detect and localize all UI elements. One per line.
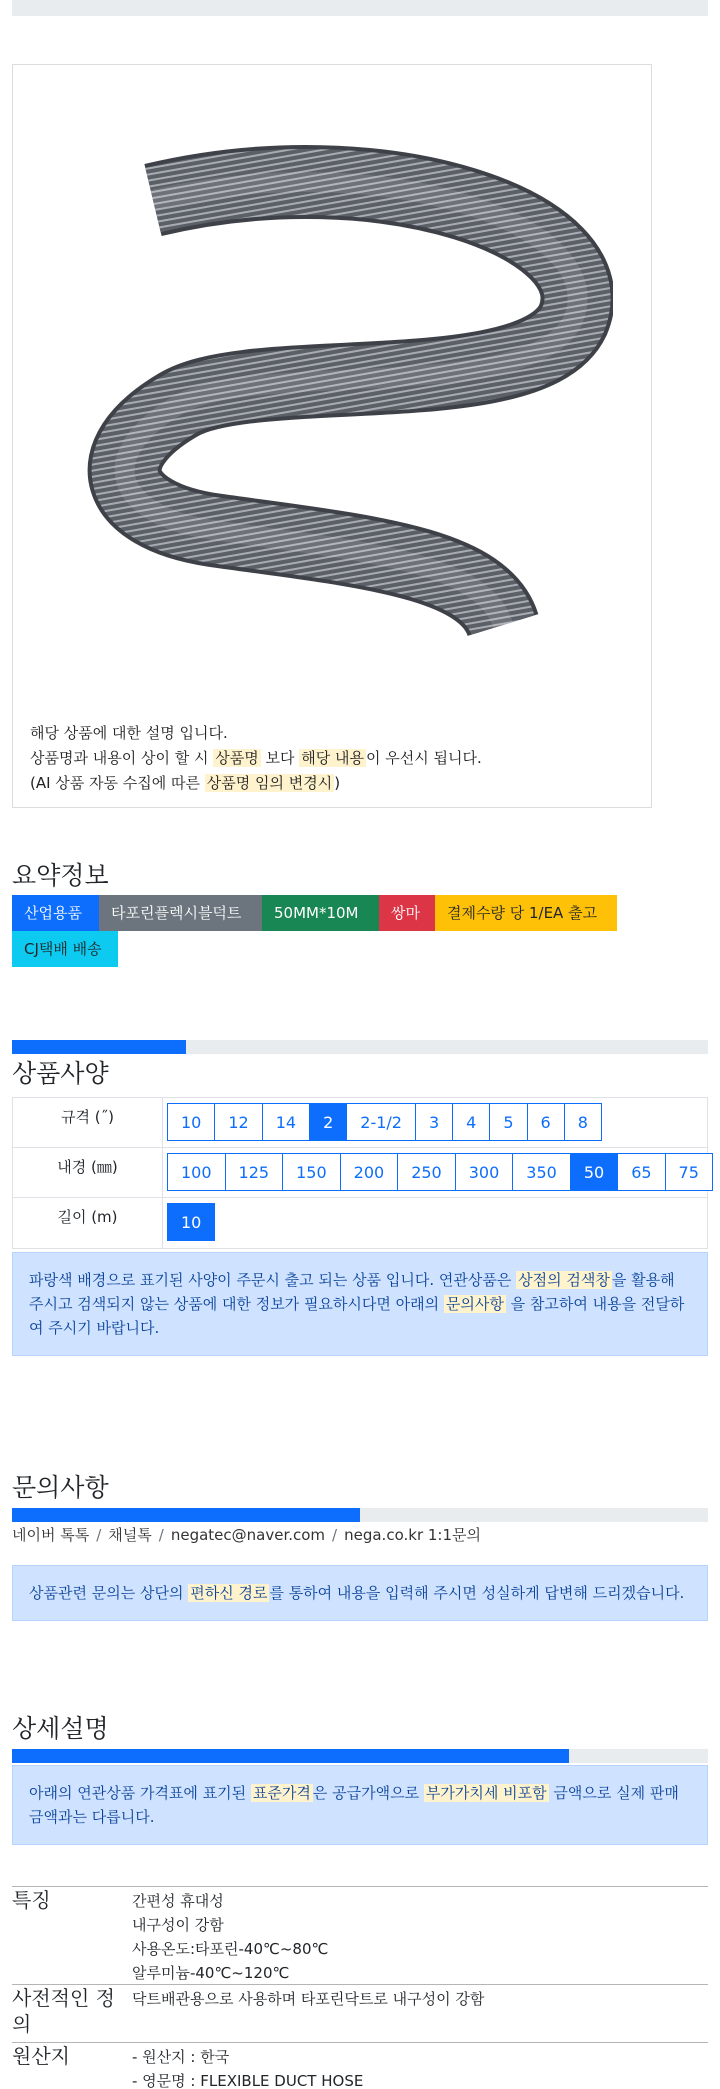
notice-text: 아래의 연관상품 가격표에 표기된: [29, 1784, 251, 1802]
spec-label: 내경 (㎜): [13, 1148, 163, 1197]
features-table: [12, 1886, 708, 2089]
feature-value: 내구성이 강함: [132, 1916, 224, 1934]
notice-text: 을 참고하여 내용을 전달하여 주시기 바랍니다.: [29, 1295, 685, 1337]
highlight-vat-excluded: 부가가치세 비포함: [425, 1784, 547, 1802]
option-button[interactable]: 4: [452, 1103, 490, 1141]
option-button[interactable]: 250: [397, 1153, 456, 1191]
option-button-selected[interactable]: 10: [167, 1203, 215, 1241]
spec-row-length: [13, 1198, 707, 1248]
badge-category: 산업용품: [12, 895, 99, 931]
separator: /: [332, 1526, 338, 1544]
feature-values: [132, 1887, 708, 1985]
note-line-1: 해당 상품에 대한 설명 입니다.: [30, 724, 228, 742]
option-button-selected[interactable]: 2: [309, 1103, 347, 1141]
highlight-content: 해당 내용: [301, 749, 364, 767]
option-button[interactable]: 14: [262, 1103, 310, 1141]
option-button[interactable]: 75: [665, 1153, 713, 1191]
highlight-name-change: 상품명 임의 변경시: [206, 774, 333, 792]
notice-text: 을 활용해 주시고 검색되지 않는 상품에 대한 정보가 필요하시다면 아래의: [29, 1271, 675, 1313]
feature-values: [132, 1985, 708, 2011]
feature-label: 사전적인 정의: [12, 1986, 115, 2036]
badge-size: 50MM*10M: [262, 895, 379, 931]
separator: /: [158, 1526, 164, 1544]
inquiry-progress-bar: [12, 1508, 708, 1522]
feature-value: 알루미늄-40℃~120℃: [132, 1964, 290, 1982]
option-button[interactable]: 6: [527, 1103, 565, 1141]
option-button[interactable]: 12: [214, 1103, 262, 1141]
option-button[interactable]: 5: [489, 1103, 527, 1141]
feature-values: [132, 2043, 708, 2089]
spec-label: 규격 (˝): [13, 1098, 163, 1147]
option-button[interactable]: 2-1/2: [346, 1103, 416, 1141]
option-button[interactable]: 150: [282, 1153, 341, 1191]
detail-progress-fill: [12, 1749, 569, 1763]
detail-progress-bar: [12, 1749, 708, 1763]
badge-quantity: 결제수량 당 1/EA 출고: [435, 895, 617, 931]
feature-row: [12, 2043, 708, 2089]
feature-value: 닥트배관용으로 사용하며 타포린닥트로 내구성이 강함: [132, 1990, 485, 2008]
option-button[interactable]: 10: [167, 1103, 215, 1141]
feature-value: - 영문명 : FLEXIBLE DUCT HOSE: [132, 2072, 364, 2089]
note-line-3: [30, 771, 482, 796]
summary-title: 요약정보: [12, 861, 109, 890]
option-button[interactable]: 65: [617, 1153, 665, 1191]
notice-text: 금액으로 실제 판매금액과는 다릅니다.: [29, 1784, 679, 1826]
feature-label: 특징: [12, 1888, 51, 1912]
spec-options: [167, 1153, 713, 1191]
inquiry-title: 문의사항: [12, 1473, 109, 1502]
option-button[interactable]: 100: [167, 1153, 226, 1191]
option-button[interactable]: 300: [455, 1153, 514, 1191]
badge-shipping: CJ택배 배송: [12, 931, 118, 967]
spec-title: 상품사양: [12, 1059, 109, 1088]
spec-progress-fill: [12, 1040, 186, 1054]
feature-value: 간편성 휴대성: [132, 1892, 224, 1910]
feature-value: 사용온도:타포린-40℃~80℃: [132, 1940, 329, 1958]
note-text: 이 우선시 됩니다.: [365, 749, 482, 767]
option-button-selected[interactable]: 50: [570, 1153, 618, 1191]
contact-links: [12, 1524, 481, 1545]
image-notes: [30, 721, 482, 796]
notice-text: 상품관련 문의는 상단의: [29, 1584, 189, 1602]
note-text: 상품명과 내용이 상이 할 시: [30, 749, 214, 767]
top-bar: [12, 0, 708, 16]
notice-text: 를 통하여 내용을 입력해 주시면 성실하게 답변해 드리겠습니다.: [269, 1584, 685, 1602]
note-text: 보다: [260, 749, 300, 767]
option-button[interactable]: 350: [512, 1153, 571, 1191]
detail-title: 상세설명: [12, 1714, 109, 1743]
option-button[interactable]: 200: [340, 1153, 399, 1191]
option-button[interactable]: 125: [225, 1153, 284, 1191]
option-button[interactable]: 8: [564, 1103, 602, 1141]
inquiry-progress-fill: [12, 1508, 360, 1522]
notice-text: 파랑색 배경으로 표기된 사양이 주문시 출고 되는 상품 입니다. 연관상품은: [29, 1271, 517, 1289]
note-text: (AI 상품 자동 수집에 따른: [30, 774, 205, 792]
inquiry-notice: [12, 1565, 708, 1621]
notice-text: 은 공급가액으로: [312, 1784, 424, 1802]
note-text: ): [334, 774, 341, 792]
highlight-route: 편하신 경로: [190, 1584, 268, 1602]
spec-progress-bar: [12, 1040, 708, 1054]
contact-website-link[interactable]: nega.co.kr 1:1문의: [344, 1526, 481, 1544]
spec-row-standard: [13, 1098, 707, 1148]
spec-options: [167, 1203, 215, 1241]
highlight-inquiry: 문의사항: [445, 1295, 504, 1313]
spec-options: [167, 1103, 602, 1141]
contact-naver-talk-link[interactable]: 네이버 톡톡: [12, 1526, 90, 1544]
badge-brand: 쌍마: [379, 895, 435, 931]
feature-label: 원산지: [12, 2044, 70, 2068]
note-line-2: [30, 746, 482, 771]
spec-label: 길이 (m): [13, 1198, 163, 1248]
detail-notice: [12, 1765, 708, 1845]
spec-table: [12, 1097, 708, 1249]
spec-row-inner-diameter: [13, 1148, 707, 1198]
spec-notice: [12, 1252, 708, 1356]
contact-channel-talk-link[interactable]: 채널톡: [108, 1526, 152, 1544]
option-button[interactable]: 3: [415, 1103, 453, 1141]
highlight-standard-price: 표준가격: [252, 1784, 311, 1802]
flexible-duct-hose-image: [53, 105, 613, 685]
feature-value: - 원산지 : 한국: [132, 2048, 230, 2066]
highlight-search: 상점의 검색창: [518, 1271, 610, 1289]
highlight-product-name: 상품명: [215, 749, 259, 767]
feature-row: [12, 1887, 708, 1985]
badge-product-type: 타포린플렉시블덕트: [99, 895, 262, 931]
separator: /: [96, 1526, 102, 1544]
product-image-card: [12, 64, 652, 808]
feature-row: [12, 1985, 708, 2043]
contact-email-link[interactable]: negatec@naver.com: [170, 1526, 326, 1544]
